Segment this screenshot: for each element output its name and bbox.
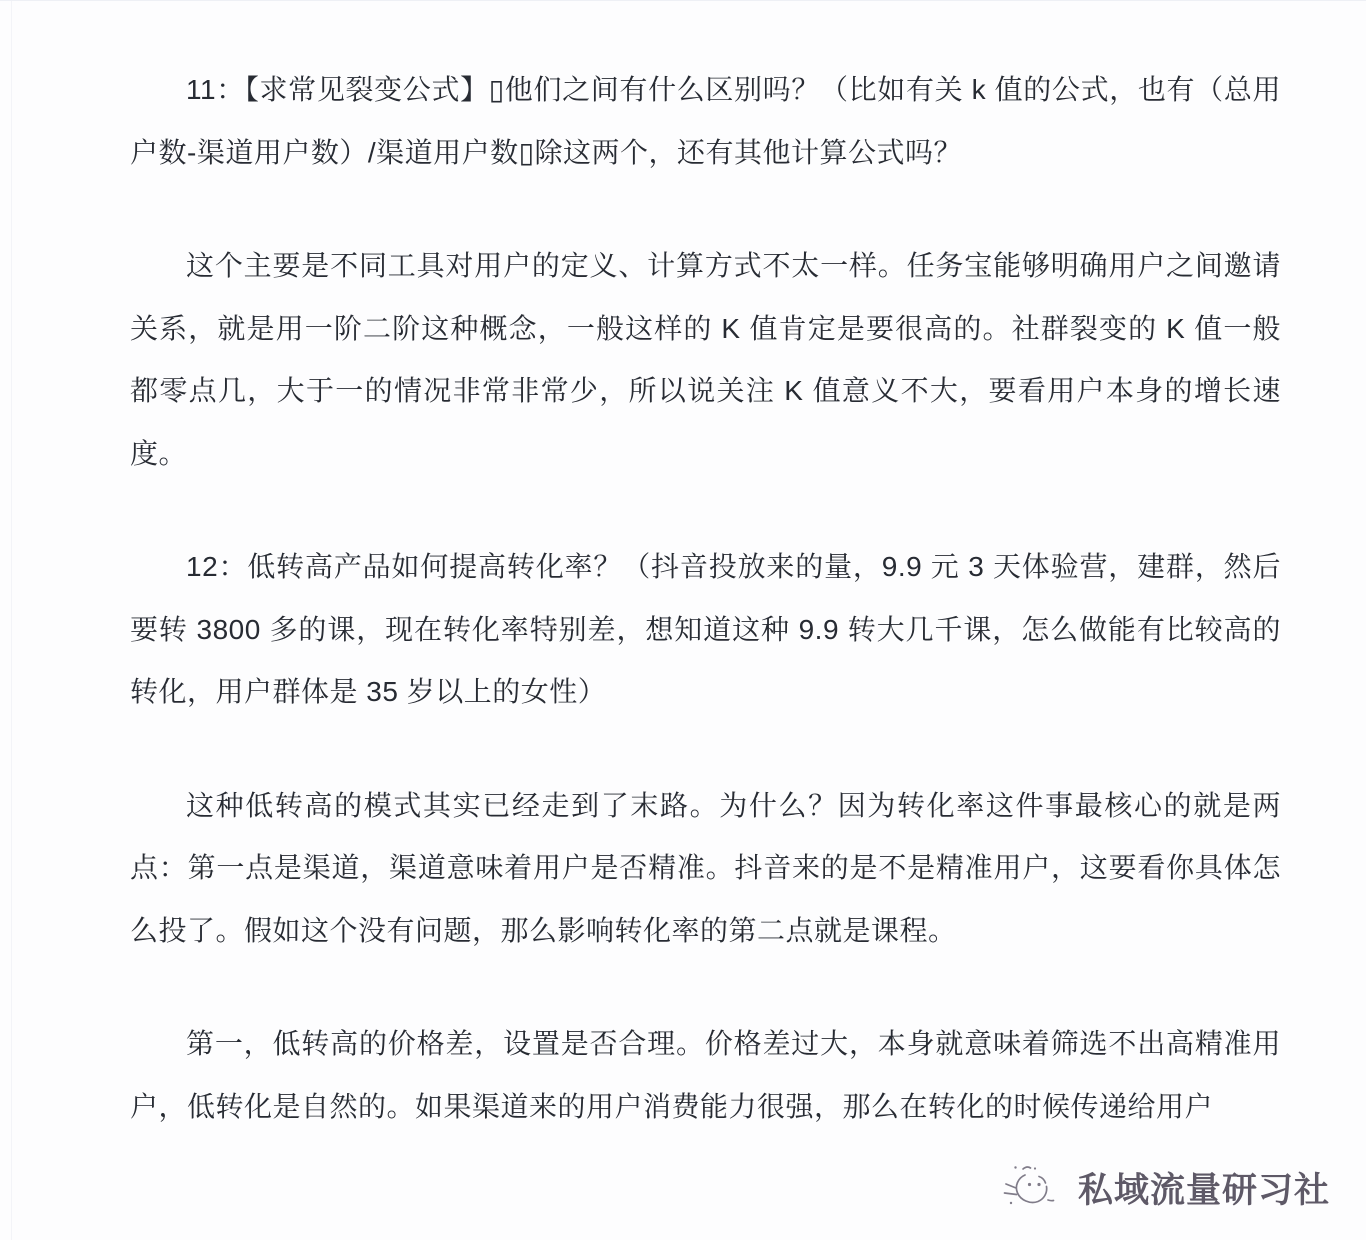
paragraph-answer-12-part1: 这种低转高的模式其实已经走到了末路。为什么？因为转化率这件事最核心的就是两点：第一点是渠道，渠道意味着用户是否精准。抖音来的是不是精准用户，这要看你具体怎么投了。假如这个没有问题，那么影响转化率的第二点就是课程。 [130, 789, 1281, 946]
article-body [130, 59, 1281, 1138]
paragraph-question-12: 12：低转高产品如何提高转化率？（抖音投放来的量，9.9 元 3 天体验营，建群，然后要转 3800 多的课，现在转化率特别差，想知道这种 9.9 转大几千课，怎么做能有比较高的转化，用户群体是 35 岁以上的女性） [130, 551, 1281, 707]
paragraph-question-11: 11：【求常见裂变公式】▯他们之间有什么区别吗？（比如有关 k 值的公式，也有（总用户数-渠道用户数）/渠道用户数▯除这两个，还有其他计算公式吗？ [130, 74, 1281, 168]
brand-watermark [1001, 1160, 1330, 1216]
page-edge-divider [11, 1, 12, 1240]
sketch-mascot-icon [1001, 1160, 1065, 1216]
paragraph-answer-11: 这个主要是不同工具对用户的定义、计算方式不太一样。任务宝能够明确用户之间邀请关系，就是用一阶二阶这种概念，一般这样的 K 值肯定是要很高的。社群裂变的 K 值一般都零点几，大于一的情况非常非常少，所以说关注 K 值意义不大，要看用户本身的增长速度。 [130, 250, 1281, 469]
brand-watermark-label: 私域流量研习社 [1077, 1171, 1330, 1210]
paragraph-answer-12-part2: 第一，低转高的价格差，设置是否合理。价格差过大，本身就意味着筛选不出高精准用户，低转化是自然的。如果渠道来的用户消费能力很强，那么在转化的时候传递给用户 [130, 1028, 1281, 1122]
